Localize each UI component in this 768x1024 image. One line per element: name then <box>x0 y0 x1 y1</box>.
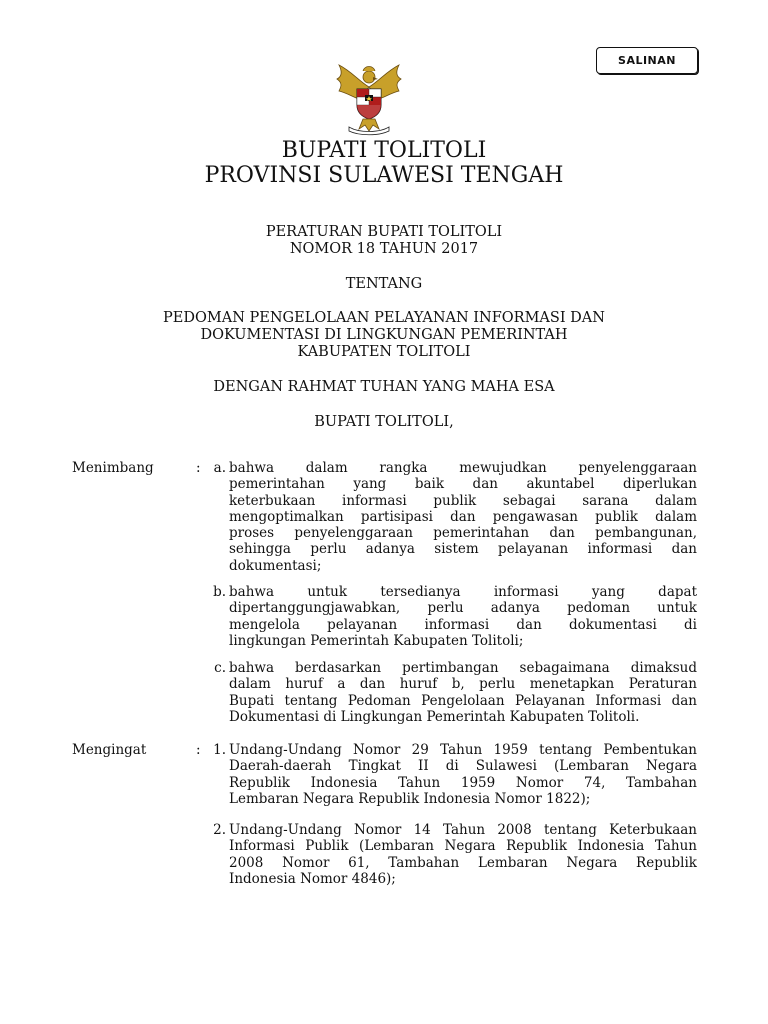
item-text <box>229 742 697 807</box>
regulation-number: NOMOR 18 TAHUN 2017 <box>289 241 479 257</box>
text-line: mengelola pelayanan informasi dan dokumentasi di <box>229 616 697 633</box>
subject-line: DOKUMENTASI DI LINGKUNGAN PEMERINTAH <box>200 327 568 343</box>
preamble-rahmat: DENGAN RAHMAT TUHAN YANG MAHA ESA <box>213 379 555 395</box>
text-line: proses penyelenggaraan pemerintahan dan pembangunan, <box>229 525 697 542</box>
item-number: c. <box>214 660 226 676</box>
subject-line: PEDOMAN PENGELOLAAN PELAYANAN INFORMASI DAN <box>163 310 605 326</box>
text-line: Informasi Publik (Lembaran Negara Republik Indonesia Tahun <box>229 838 697 855</box>
text-line: keterbukaan informasi publik sebagai sarana dalam <box>229 492 697 509</box>
text-line: Dokumentasi di Lingkungan Pemerintah Kabupaten Tolitoli. <box>229 708 640 725</box>
text-line: Indonesia Nomor 4846); <box>229 870 396 887</box>
title-bupati: BUPATI TOLITOLI <box>281 138 487 163</box>
item-text <box>229 822 697 887</box>
text-line: Bupati tentang Pedoman Pengelolaan Pelayanan Informasi dan <box>229 692 697 709</box>
text-line: dalam huruf a dan huruf b, perlu menetapkan Peraturan <box>229 676 697 693</box>
preamble-bupati: BUPATI TOLITOLI, <box>314 414 454 430</box>
text-line: bahwa dalam rangka mewujudkan penyelenggaraan <box>229 460 697 476</box>
item-number: b. <box>213 584 226 600</box>
text-line: bahwa untuk tersedianya informasi yang dapat <box>229 584 697 600</box>
text-line: Republik Indonesia Tahun 1959 Nomor 74, Tambahan <box>229 774 697 791</box>
text-line: Daerah-daerah Tingkat II di Sulawesi (Lembaran Negara <box>229 758 697 775</box>
item-number: a. <box>213 460 226 476</box>
mengingat-label: Mengingat <box>72 742 147 758</box>
text-line: pemerintahan yang baik dan akuntabel diperlukan <box>229 476 697 493</box>
text-line: dipertanggungjawabkan, perlu adanya pedoman untuk <box>229 600 697 617</box>
item-text <box>229 660 697 725</box>
item-number: 1. <box>213 742 226 758</box>
item-number: 2. <box>213 822 226 838</box>
text-line: mengoptimalkan partisipasi dan pengawasan publik dalam <box>229 508 697 525</box>
title-provinsi: PROVINSI SULAWESI TENGAH <box>204 163 564 188</box>
item-text <box>229 460 697 574</box>
text-line: bahwa berdasarkan pertimbangan sebagaimana dimaksud <box>229 660 697 676</box>
garuda-emblem-icon <box>329 57 409 137</box>
text-line: Undang-Undang Nomor 14 Tahun 2008 tentang Keterbukaan <box>229 822 697 838</box>
text-line: dokumentasi; <box>229 557 322 574</box>
section-colon: : <box>196 460 201 476</box>
text-line: Undang-Undang Nomor 29 Tahun 1959 tentang Pembentukan <box>229 742 697 758</box>
tentang-heading: TENTANG <box>345 276 423 292</box>
text-line: lingkungan Pemerintah Kabupaten Tolitoli; <box>229 632 524 649</box>
subject-line: KABUPATEN TOLITOLI <box>297 344 471 360</box>
item-text <box>229 584 697 649</box>
salinan-stamp: SALINAN <box>596 47 698 74</box>
text-line: Lembaran Negara Republik Indonesia Nomor 1822); <box>229 790 591 807</box>
regulation-title: PERATURAN BUPATI TOLITOLI <box>265 224 503 240</box>
section-colon: : <box>196 742 201 758</box>
text-line: 2008 Nomor 61, Tambahan Lembaran Negara Republik <box>229 854 697 871</box>
menimbang-label: Menimbang <box>72 460 154 476</box>
text-line: sehingga perlu adanya sistem pelayanan informasi dan <box>229 541 697 558</box>
